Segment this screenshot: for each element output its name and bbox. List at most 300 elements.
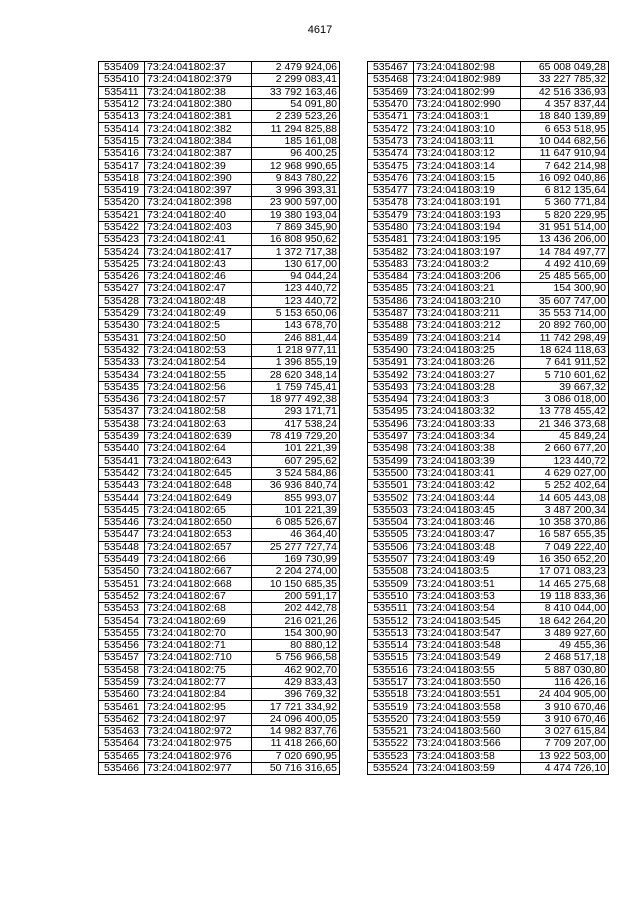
- table-row: [99, 430, 340, 442]
- row-number-cell: 535412: [99, 98, 145, 110]
- left-register-table: [98, 61, 340, 775]
- row-number-cell: 535445: [99, 504, 145, 516]
- table-row: [368, 713, 609, 725]
- value-cell: 45 849,24: [521, 430, 609, 442]
- value-cell: 31 951 514,00: [521, 221, 609, 233]
- table-row: [99, 74, 340, 86]
- value-cell: 19 118 833,36: [521, 590, 609, 602]
- row-number-cell: 535425: [99, 258, 145, 270]
- cadastral-number-cell: 73:24:041803:26: [414, 357, 521, 369]
- table-row: [368, 283, 609, 295]
- table-row: [368, 172, 609, 184]
- value-cell: 19 380 193,04: [252, 209, 340, 221]
- value-cell: 16 808 950,62: [252, 234, 340, 246]
- row-number-cell: 535514: [368, 639, 414, 651]
- table-row: [99, 689, 340, 701]
- value-cell: 3 487 200,34: [521, 504, 609, 516]
- value-cell: 36 936 840,74: [252, 480, 340, 492]
- table-row: [368, 98, 609, 110]
- value-cell: 54 091,80: [252, 98, 340, 110]
- table-row: [368, 184, 609, 196]
- cadastral-number-cell: 73:24:041803:45: [414, 504, 521, 516]
- value-cell: 18 840 139,89: [521, 111, 609, 123]
- table-row: [99, 553, 340, 565]
- row-number-cell: 535420: [99, 197, 145, 209]
- row-number-cell: 535442: [99, 467, 145, 479]
- value-cell: 3 489 927,60: [521, 627, 609, 639]
- value-cell: 14 982 837,76: [252, 726, 340, 738]
- cadastral-number-cell: 73:24:041803:212: [414, 320, 521, 332]
- cadastral-number-cell: 73:24:041803:54: [414, 603, 521, 615]
- value-cell: 96 400,25: [252, 148, 340, 160]
- table-row: [368, 135, 609, 147]
- cadastral-number-cell: 73:24:041802:390: [145, 172, 252, 184]
- value-cell: 607 295,62: [252, 455, 340, 467]
- row-number-cell: 535426: [99, 271, 145, 283]
- row-number-cell: 535428: [99, 295, 145, 307]
- table-row: [368, 541, 609, 553]
- cadastral-number-cell: 73:24:041802:66: [145, 553, 252, 565]
- cadastral-number-cell: 73:24:041803:46: [414, 516, 521, 528]
- row-number-cell: 535517: [368, 676, 414, 688]
- value-cell: 1 396 855,19: [252, 357, 340, 369]
- table-row: [99, 713, 340, 725]
- value-cell: 42 516 336,93: [521, 86, 609, 98]
- cadastral-number-cell: 73:24:041803:11: [414, 135, 521, 147]
- row-number-cell: 535504: [368, 516, 414, 528]
- row-number-cell: 535497: [368, 430, 414, 442]
- row-number-cell: 535451: [99, 578, 145, 590]
- right-table-body: [368, 62, 609, 775]
- row-number-cell: 535462: [99, 713, 145, 725]
- table-row: [99, 381, 340, 393]
- row-number-cell: 535427: [99, 283, 145, 295]
- table-row: [368, 639, 609, 651]
- table-row: [99, 627, 340, 639]
- row-number-cell: 535473: [368, 135, 414, 147]
- table-row: [368, 689, 609, 701]
- row-number-cell: 535515: [368, 652, 414, 664]
- table-row: [368, 529, 609, 541]
- cadastral-number-cell: 73:24:041802:43: [145, 258, 252, 270]
- cadastral-number-cell: 73:24:041803:49: [414, 553, 521, 565]
- cadastral-number-cell: 73:24:041803:42: [414, 480, 521, 492]
- table-row: [99, 234, 340, 246]
- value-cell: 6 085 526,67: [252, 516, 340, 528]
- row-number-cell: 535518: [368, 689, 414, 701]
- cadastral-number-cell: 73:24:041802:75: [145, 664, 252, 676]
- cadastral-number-cell: 73:24:041803:193: [414, 209, 521, 221]
- table-row: [99, 726, 340, 738]
- cadastral-number-cell: 73:24:041802:84: [145, 689, 252, 701]
- table-row: [368, 566, 609, 578]
- cadastral-number-cell: 73:24:041803:559: [414, 713, 521, 725]
- value-cell: 2 479 924,06: [252, 62, 340, 74]
- value-cell: 5 887 030,80: [521, 664, 609, 676]
- table-row: [99, 135, 340, 147]
- value-cell: 7 642 214,98: [521, 160, 609, 172]
- value-cell: 2 660 677,20: [521, 443, 609, 455]
- cadastral-number-cell: 73:24:041802:65: [145, 504, 252, 516]
- value-cell: 462 902,70: [252, 664, 340, 676]
- table-row: [368, 344, 609, 356]
- table-row: [99, 295, 340, 307]
- cadastral-number-cell: 73:24:041802:68: [145, 603, 252, 615]
- value-cell: 123 440,72: [252, 283, 340, 295]
- table-row: [368, 295, 609, 307]
- value-cell: 101 221,39: [252, 443, 340, 455]
- table-row: [368, 357, 609, 369]
- value-cell: 5 710 601,62: [521, 369, 609, 381]
- cadastral-number-cell: 73:24:041802:53: [145, 344, 252, 356]
- row-number-cell: 535496: [368, 418, 414, 430]
- row-number-cell: 535418: [99, 172, 145, 184]
- cadastral-number-cell: 73:24:041803:1: [414, 111, 521, 123]
- row-number-cell: 535522: [368, 738, 414, 750]
- cadastral-number-cell: 73:24:041802:397: [145, 184, 252, 196]
- value-cell: 5 360 771,84: [521, 197, 609, 209]
- value-cell: 23 900 597,00: [252, 197, 340, 209]
- cadastral-number-cell: 73:24:041802:50: [145, 332, 252, 344]
- table-row: [368, 738, 609, 750]
- row-number-cell: 535441: [99, 455, 145, 467]
- cadastral-number-cell: 73:24:041803:58: [414, 750, 521, 762]
- cadastral-number-cell: 73:24:041802:379: [145, 74, 252, 86]
- row-number-cell: 535484: [368, 271, 414, 283]
- table-row: [368, 111, 609, 123]
- row-number-cell: 535438: [99, 418, 145, 430]
- cadastral-number-cell: 73:24:041802:653: [145, 529, 252, 541]
- table-row: [368, 627, 609, 639]
- table-row: [99, 283, 340, 295]
- row-number-cell: 535409: [99, 62, 145, 74]
- row-number-cell: 535512: [368, 615, 414, 627]
- row-number-cell: 535423: [99, 234, 145, 246]
- row-number-cell: 535468: [368, 74, 414, 86]
- table-row: [368, 406, 609, 418]
- table-row: [99, 504, 340, 516]
- row-number-cell: 535411: [99, 86, 145, 98]
- value-cell: 143 678,70: [252, 320, 340, 332]
- value-cell: 20 892 760,00: [521, 320, 609, 332]
- table-row: [368, 246, 609, 258]
- value-cell: 78 419 729,20: [252, 430, 340, 442]
- row-number-cell: 535456: [99, 639, 145, 651]
- row-number-cell: 535475: [368, 160, 414, 172]
- table-row: [368, 615, 609, 627]
- table-row: [99, 344, 340, 356]
- value-cell: 2 239 523,26: [252, 111, 340, 123]
- cadastral-number-cell: 73:24:041803:2: [414, 258, 521, 270]
- value-cell: 7 709 207,00: [521, 738, 609, 750]
- row-number-cell: 535414: [99, 123, 145, 135]
- row-number-cell: 535415: [99, 135, 145, 147]
- value-cell: 4 492 410,69: [521, 258, 609, 270]
- value-cell: 33 227 785,32: [521, 74, 609, 86]
- value-cell: 12 968 990,65: [252, 160, 340, 172]
- value-cell: 14 465 275,68: [521, 578, 609, 590]
- cadastral-number-cell: 73:24:041802:645: [145, 467, 252, 479]
- cadastral-number-cell: 73:24:041802:58: [145, 406, 252, 418]
- value-cell: 1 759 745,41: [252, 381, 340, 393]
- value-cell: 7 049 222,40: [521, 541, 609, 553]
- table-row: [368, 578, 609, 590]
- cadastral-number-cell: 73:24:041803:197: [414, 246, 521, 258]
- value-cell: 6 653 518,95: [521, 123, 609, 135]
- row-number-cell: 535503: [368, 504, 414, 516]
- table-row: [368, 221, 609, 233]
- row-number-cell: 535488: [368, 320, 414, 332]
- cadastral-number-cell: 73:24:041802:38: [145, 86, 252, 98]
- table-row: [99, 492, 340, 504]
- cadastral-number-cell: 73:24:041802:649: [145, 492, 252, 504]
- value-cell: 10 044 682,56: [521, 135, 609, 147]
- row-number-cell: 535474: [368, 148, 414, 160]
- table-row: [368, 726, 609, 738]
- cadastral-number-cell: 73:24:041802:643: [145, 455, 252, 467]
- cadastral-number-cell: 73:24:041803:39: [414, 455, 521, 467]
- cadastral-number-cell: 73:24:041803:28: [414, 381, 521, 393]
- value-cell: 50 716 316,65: [252, 762, 340, 774]
- value-cell: 10 150 685,35: [252, 578, 340, 590]
- value-cell: 25 485 565,00: [521, 271, 609, 283]
- table-row: [368, 320, 609, 332]
- cadastral-number-cell: 73:24:041803:550: [414, 676, 521, 688]
- row-number-cell: 535422: [99, 221, 145, 233]
- table-row: [368, 590, 609, 602]
- table-row: [99, 221, 340, 233]
- table-row: [99, 172, 340, 184]
- value-cell: 154 300,90: [252, 627, 340, 639]
- row-number-cell: 535481: [368, 234, 414, 246]
- value-cell: 396 769,32: [252, 689, 340, 701]
- value-cell: 11 647 910,94: [521, 148, 609, 160]
- table-row: [99, 516, 340, 528]
- table-row: [368, 701, 609, 713]
- value-cell: 5 153 650,06: [252, 307, 340, 319]
- value-cell: 8 410 044,00: [521, 603, 609, 615]
- row-number-cell: 535476: [368, 172, 414, 184]
- value-cell: 216 021,26: [252, 615, 340, 627]
- value-cell: 3 524 584,86: [252, 467, 340, 479]
- row-number-cell: 535413: [99, 111, 145, 123]
- cadastral-number-cell: 73:24:041802:41: [145, 234, 252, 246]
- cadastral-number-cell: 73:24:041803:551: [414, 689, 521, 701]
- table-row: [99, 123, 340, 135]
- cadastral-number-cell: 73:24:041802:972: [145, 726, 252, 738]
- table-row: [368, 148, 609, 160]
- value-cell: 2 468 517,18: [521, 652, 609, 664]
- cadastral-number-cell: 73:24:041803:566: [414, 738, 521, 750]
- value-cell: 21 346 373,68: [521, 418, 609, 430]
- table-row: [99, 394, 340, 406]
- table-row: [99, 258, 340, 270]
- row-number-cell: 535491: [368, 357, 414, 369]
- cadastral-number-cell: 73:24:041803:53: [414, 590, 521, 602]
- table-row: [99, 603, 340, 615]
- table-row: [368, 676, 609, 688]
- value-cell: 80 880,12: [252, 639, 340, 651]
- cadastral-number-cell: 73:24:041803:206: [414, 271, 521, 283]
- value-cell: 25 277 727,74: [252, 541, 340, 553]
- table-row: [368, 258, 609, 270]
- row-number-cell: 535459: [99, 676, 145, 688]
- cadastral-number-cell: 73:24:041802:64: [145, 443, 252, 455]
- row-number-cell: 535439: [99, 430, 145, 442]
- table-row: [99, 307, 340, 319]
- value-cell: 11 742 298,49: [521, 332, 609, 344]
- table-row: [99, 762, 340, 774]
- table-row: [368, 394, 609, 406]
- value-cell: 39 667,32: [521, 381, 609, 393]
- row-number-cell: 535516: [368, 664, 414, 676]
- table-row: [99, 590, 340, 602]
- value-cell: 116 426,16: [521, 676, 609, 688]
- table-row: [99, 320, 340, 332]
- table-row: [99, 271, 340, 283]
- cadastral-number-cell: 73:24:041803:59: [414, 762, 521, 774]
- cadastral-number-cell: 73:24:041802:71: [145, 639, 252, 651]
- row-number-cell: 535419: [99, 184, 145, 196]
- table-row: [368, 307, 609, 319]
- table-row: [99, 418, 340, 430]
- row-number-cell: 535433: [99, 357, 145, 369]
- value-cell: 154 300,90: [521, 283, 609, 295]
- value-cell: 13 436 206,00: [521, 234, 609, 246]
- table-row: [99, 443, 340, 455]
- table-row: [368, 160, 609, 172]
- cadastral-number-cell: 73:24:041802:710: [145, 652, 252, 664]
- row-number-cell: 535467: [368, 62, 414, 74]
- row-number-cell: 535430: [99, 320, 145, 332]
- cadastral-number-cell: 73:24:041802:99: [414, 86, 521, 98]
- table-row: [368, 480, 609, 492]
- row-number-cell: 535502: [368, 492, 414, 504]
- row-number-cell: 535447: [99, 529, 145, 541]
- cadastral-number-cell: 73:24:041802:98: [414, 62, 521, 74]
- value-cell: 16 092 040,86: [521, 172, 609, 184]
- cadastral-number-cell: 73:24:041803:547: [414, 627, 521, 639]
- cadastral-number-cell: 73:24:041803:12: [414, 148, 521, 160]
- cadastral-number-cell: 73:24:041802:403: [145, 221, 252, 233]
- value-cell: 94 044,24: [252, 271, 340, 283]
- cadastral-number-cell: 73:24:041802:67: [145, 590, 252, 602]
- cadastral-number-cell: 73:24:041803:51: [414, 578, 521, 590]
- cadastral-number-cell: 73:24:041802:417: [145, 246, 252, 258]
- left-table-body: [99, 62, 340, 775]
- cadastral-number-cell: 73:24:041803:14: [414, 160, 521, 172]
- row-number-cell: 535510: [368, 590, 414, 602]
- row-number-cell: 535424: [99, 246, 145, 258]
- cadastral-number-cell: 73:24:041803:5: [414, 566, 521, 578]
- value-cell: 3 996 393,31: [252, 184, 340, 196]
- table-row: [368, 332, 609, 344]
- cadastral-number-cell: 73:24:041803:25: [414, 344, 521, 356]
- value-cell: 123 440,72: [252, 295, 340, 307]
- cadastral-number-cell: 73:24:041803:214: [414, 332, 521, 344]
- row-number-cell: 535461: [99, 701, 145, 713]
- value-cell: 4 629 027,00: [521, 467, 609, 479]
- cadastral-number-cell: 73:24:041803:548: [414, 639, 521, 651]
- table-row: [368, 762, 609, 774]
- row-number-cell: 535457: [99, 652, 145, 664]
- table-row: [368, 234, 609, 246]
- value-cell: 13 922 503,00: [521, 750, 609, 762]
- table-row: [368, 197, 609, 209]
- value-cell: 7 020 690,95: [252, 750, 340, 762]
- row-number-cell: 535410: [99, 74, 145, 86]
- row-number-cell: 535483: [368, 258, 414, 270]
- cadastral-number-cell: 73:24:041802:5: [145, 320, 252, 332]
- cadastral-number-cell: 73:24:041802:95: [145, 701, 252, 713]
- page-number: 4617: [307, 24, 333, 36]
- row-number-cell: 535499: [368, 455, 414, 467]
- row-number-cell: 535500: [368, 467, 414, 479]
- value-cell: 185 161,08: [252, 135, 340, 147]
- row-number-cell: 535492: [368, 369, 414, 381]
- table-row: [99, 676, 340, 688]
- cadastral-number-cell: 73:24:041802:46: [145, 271, 252, 283]
- row-number-cell: 535480: [368, 221, 414, 233]
- cadastral-number-cell: 73:24:041803:21: [414, 283, 521, 295]
- table-row: [99, 86, 340, 98]
- table-row: [368, 443, 609, 455]
- row-number-cell: 535523: [368, 750, 414, 762]
- row-number-cell: 535432: [99, 344, 145, 356]
- table-row: [99, 455, 340, 467]
- table-row: [99, 639, 340, 651]
- value-cell: 49 455,36: [521, 639, 609, 651]
- cadastral-number-cell: 73:24:041802:668: [145, 578, 252, 590]
- table-row: [99, 246, 340, 258]
- row-number-cell: 535472: [368, 123, 414, 135]
- cadastral-number-cell: 73:24:041802:639: [145, 430, 252, 442]
- value-cell: 16 350 652,20: [521, 553, 609, 565]
- row-number-cell: 535431: [99, 332, 145, 344]
- table-row: [99, 738, 340, 750]
- row-number-cell: 535490: [368, 344, 414, 356]
- cadastral-number-cell: 73:24:041802:47: [145, 283, 252, 295]
- value-cell: 17 721 334,92: [252, 701, 340, 713]
- cadastral-number-cell: 73:24:041803:545: [414, 615, 521, 627]
- cadastral-number-cell: 73:24:041803:33: [414, 418, 521, 430]
- table-row: [368, 652, 609, 664]
- table-row: [99, 111, 340, 123]
- row-number-cell: 535434: [99, 369, 145, 381]
- value-cell: 2 299 083,41: [252, 74, 340, 86]
- table-row: [368, 603, 609, 615]
- cadastral-number-cell: 73:24:041803:38: [414, 443, 521, 455]
- value-cell: 130 617,00: [252, 258, 340, 270]
- value-cell: 3 910 670,46: [521, 701, 609, 713]
- table-row: [368, 369, 609, 381]
- value-cell: 13 778 455,42: [521, 406, 609, 418]
- table-row: [99, 615, 340, 627]
- table-row: [368, 467, 609, 479]
- row-number-cell: 535505: [368, 529, 414, 541]
- row-number-cell: 535448: [99, 541, 145, 553]
- table-row: [99, 148, 340, 160]
- row-number-cell: 535521: [368, 726, 414, 738]
- cadastral-number-cell: 73:24:041803:15: [414, 172, 521, 184]
- cadastral-number-cell: 73:24:041802:69: [145, 615, 252, 627]
- right-register-table: [367, 61, 609, 775]
- row-number-cell: 535417: [99, 160, 145, 172]
- table-row: [368, 62, 609, 74]
- cadastral-number-cell: 73:24:041802:384: [145, 135, 252, 147]
- cadastral-number-cell: 73:24:041802:39: [145, 160, 252, 172]
- row-number-cell: 535485: [368, 283, 414, 295]
